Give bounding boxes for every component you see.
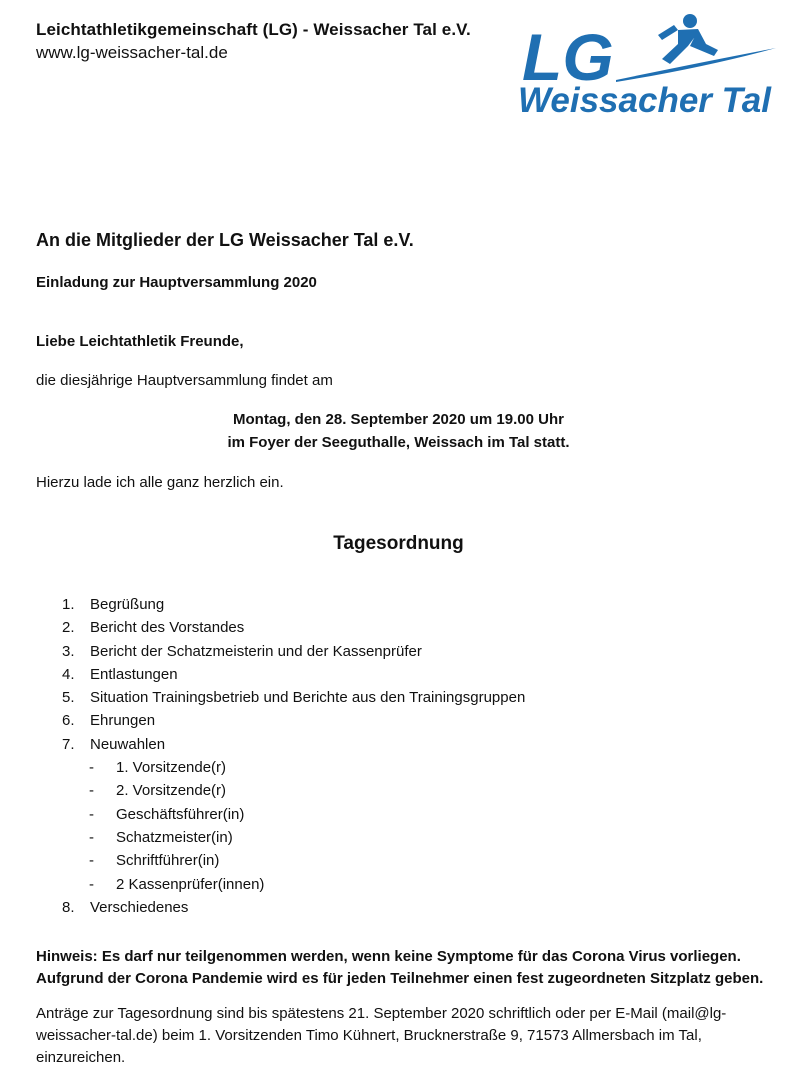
sub-item-dash: - (89, 782, 94, 800)
sub-item-text: 2. Vorsitzende(r) (116, 782, 227, 800)
notice-line: Aufgrund der Corona Pandemie wird es für jeden Teilnehmer einen fest zugeordneten Sitzplatz geben. (36, 970, 764, 987)
agenda-item-number: 1. (62, 596, 75, 613)
meeting-place: im Foyer der Seeguthalle, Weissach im Tal statt. (227, 434, 570, 451)
agenda-item-number: 7. (62, 735, 75, 753)
addressee: An die Mitglieder der LG Weissacher Tal e.V. (36, 230, 414, 250)
election-sub-item (62, 873, 525, 896)
sub-item-text: Geschäftsführer(in) (116, 805, 245, 823)
deadline-line: weissacher-tal.de) beim 1. Vorsitzenden Timo Kühnert, Brucknerstraße 9, 71573 Allmersbach im Tal, (36, 1027, 702, 1044)
sub-item-text: Schriftführer(in) (116, 852, 220, 870)
sub-item-dash: - (89, 875, 94, 893)
agenda-item-text: Verschiedenes (90, 898, 189, 916)
corona-notice (36, 946, 776, 990)
agenda-item-number: 4. (62, 665, 75, 683)
election-sub-item (62, 826, 525, 849)
agenda-item-text: Bericht der Schatzmeisterin und der Kassenprüfer (90, 642, 422, 660)
election-sub-item (62, 849, 525, 872)
election-sub-item (62, 779, 525, 802)
agenda-item-number: 6. (62, 712, 75, 730)
agenda-item (62, 640, 525, 663)
deadline-line: einzureichen. (36, 1049, 126, 1066)
invite-text: Hierzu lade ich alle ganz herzlich ein. (36, 474, 284, 491)
agenda-item (62, 663, 525, 686)
agenda-item-number: 5. (62, 689, 75, 707)
election-sub-item (62, 756, 525, 779)
logo-text-weissacher-tal: Weissacher Tal (518, 81, 771, 120)
letter-subject: Einladung zur Hauptversammlung 2020 (36, 274, 317, 291)
agenda-list (62, 593, 525, 919)
agenda-item (62, 616, 525, 639)
sub-item-dash: - (89, 852, 94, 870)
sub-item-dash: - (89, 759, 94, 777)
agenda-item-text: Neuwahlen (90, 735, 166, 753)
agenda-item-number: 2. (62, 619, 75, 637)
logo-text-lg: LG (522, 20, 614, 94)
sub-item-text: 1. Vorsitzende(r) (116, 759, 227, 777)
agenda-item-text: Begrüßung (90, 596, 165, 613)
lg-weissacher-tal-logo (512, 6, 780, 124)
agenda-item (62, 709, 525, 732)
logo-swoosh (616, 48, 776, 82)
notice-line: Hinweis: Es darf nur teilgenommen werden, wenn keine Symptome für das Corona Virus vorliegen. (36, 948, 741, 965)
organization-name: Leichtathletikgemeinschaft (LG) - Weissacher Tal e.V. (36, 20, 471, 39)
agenda-item-text: Bericht des Vorstandes (90, 619, 245, 637)
agenda-item-text: Ehrungen (90, 712, 156, 730)
website-url: www.lg-weissacher-tal.de (36, 43, 228, 62)
agenda-item-number: 8. (62, 898, 75, 916)
meeting-date: Montag, den 28. September 2020 um 19.00 Uhr (233, 411, 564, 428)
agenda-title: Tagesordnung (333, 533, 464, 554)
agenda-item (62, 686, 525, 709)
sub-item-dash: - (89, 828, 94, 846)
runner-icon (658, 14, 718, 64)
agenda-item (62, 896, 525, 919)
sub-item-text: 2 Kassenprüfer(innen) (116, 875, 265, 893)
sub-item-text: Schatzmeister(in) (116, 828, 233, 846)
agenda-item-text: Entlastungen (90, 665, 178, 683)
intro-text: die diesjährige Hauptversammlung findet am (36, 372, 333, 389)
sub-item-dash: - (89, 805, 94, 823)
greeting: Liebe Leichtathletik Freunde, (36, 333, 244, 350)
agenda-item-text: Situation Trainingsbetrieb und Berichte aus den Trainingsgruppen (90, 689, 526, 707)
election-sub-item (62, 803, 525, 826)
agenda-item-number: 3. (62, 642, 75, 660)
motions-deadline-paragraph (36, 1003, 756, 1069)
deadline-line: Anträge zur Tagesordnung sind bis spätestens 21. September 2020 schriftlich oder per E-Mail (mail@lg- (36, 1005, 727, 1022)
agenda-item (62, 733, 525, 756)
agenda-item (62, 593, 525, 616)
